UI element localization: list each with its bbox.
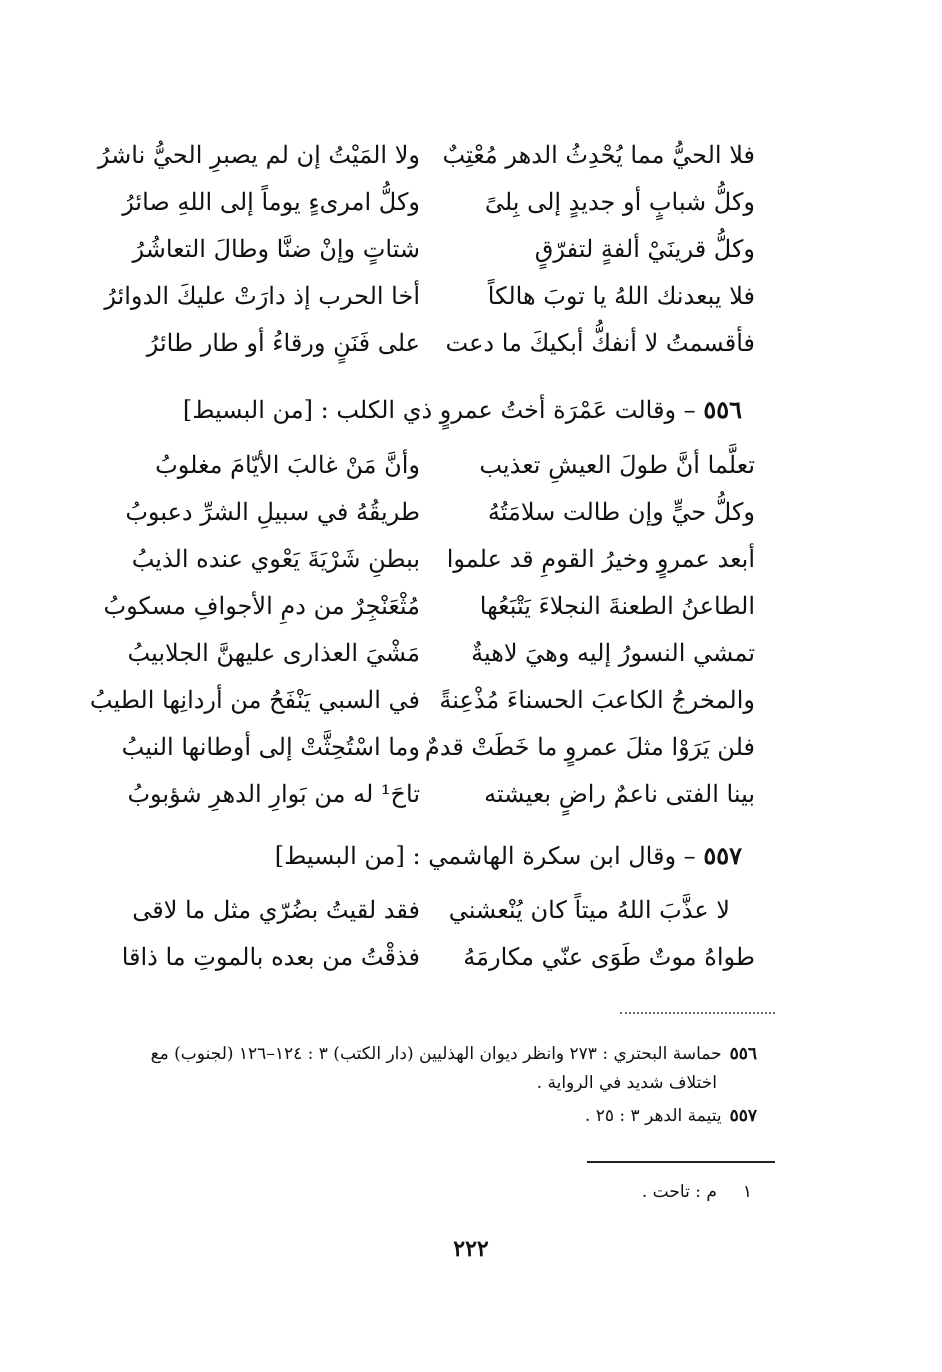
first-hemistich: وكلُّ حيٍّ وإن طالت سلامَتُهُ	[487, 498, 755, 526]
verse-line	[120, 630, 770, 677]
second-hemistich: فذقْتُ من بعده بالموتِ ما ذاقا	[121, 943, 420, 971]
footnote-text: م : تاحت .	[641, 1182, 717, 1202]
verse-line	[89, 677, 770, 724]
second-hemistich: وما اسْتُحِثَّتْ إلى أوطانها النيبُ	[121, 733, 420, 761]
second-hemistich: وأنَّ مَنْ غالبَ الأيّامَ مغلوبُ	[155, 451, 420, 479]
poem-title: – وقالت عَمْرَة أختُ عمروٍ ذي الكلب : [من البسيط]	[182, 396, 696, 424]
poem-557-heading	[275, 836, 742, 876]
footnote-number: ١	[742, 1182, 752, 1202]
first-hemistich: وكلُّ شبابٍ أو جديدٍ إلى بِلىً	[484, 188, 755, 216]
first-hemistich: أبعد عمروٍ وخيرُ القومِ قد علموا	[446, 545, 755, 573]
verse-line	[120, 489, 770, 536]
verse-line	[120, 442, 770, 489]
second-hemistich: طريقُهُ في سبيلِ الشرِّ دعبوبُ	[125, 498, 420, 526]
first-hemistich: تعلَّما أنَّ طولَ العيشِ تعذيب	[479, 451, 755, 479]
verse-line	[120, 179, 770, 226]
second-hemistich: أخا الحرب إذ دارَتْ عليكَ الدوائرُ	[104, 282, 420, 310]
page-number: ٢٢٢	[453, 1236, 489, 1262]
second-hemistich: ببطنِ شَرْيَةَ يَعْوي عنده الذيبُ	[131, 545, 420, 573]
verse-line	[97, 132, 770, 179]
first-hemistich: فأقسمتُ لا أنفكُّ أبكيكَ ما دعت	[445, 329, 755, 357]
note-text: حماسة البحتري : ٢٧٣ وانظر ديوان الهذليين (دار الكتب) ٣ : ١٢٤–١٢٦ (لجنوب) مع	[150, 1044, 722, 1064]
second-hemistich: على فَنَنٍ ورقاءُ أو طار طائرُ	[146, 329, 420, 357]
verse-line	[120, 887, 770, 934]
first-hemistich: فلا يبعدنك اللهُ يا توبَ هالكاً	[487, 282, 755, 310]
verse-line	[120, 226, 770, 273]
first-hemistich: طواهُ موتٌ طَوَى عنّي مكارمَهُ	[463, 943, 755, 971]
first-hemistich: بينا الفتى ناعمٌ راضٍ بعيشته	[484, 780, 755, 808]
poem-556	[89, 442, 770, 818]
first-hemistich: وكلُّ قرينَيْ ألفةٍ لتفرّقٍ	[534, 235, 755, 263]
first-hemistich: لا عذَّبَ اللهُ ميتاً كان يُنْعشني	[448, 896, 730, 924]
poem-557	[120, 887, 770, 981]
source-note-556-continued: اختلاف شديد في الرواية .	[536, 1073, 717, 1093]
top-poem	[97, 132, 770, 367]
verse-line	[120, 934, 770, 981]
second-hemistich: فقد لقيتُ بضُرّي مثل ما لاقى	[132, 896, 420, 924]
first-hemistich: تمشي النسورُ إليه وهيَ لاهيةٌ	[471, 639, 755, 667]
second-hemistich: في السبي يَنْفَحُ من أردانِها الطيبُ	[89, 686, 420, 714]
verse-line	[120, 536, 770, 583]
second-hemistich: مُثْعَنْجِرٌ من دمِ الأجوافِ مسكوبُ	[103, 592, 420, 620]
verse-line	[120, 724, 770, 771]
footnote	[642, 1178, 752, 1206]
notes-separator	[620, 1012, 775, 1014]
first-hemistich: الطاعنُ الطعنةَ النجلاءَ يَتْبَعُها	[479, 592, 755, 620]
verse-line	[120, 771, 770, 818]
poem-number: ٥٥٦	[703, 395, 742, 424]
first-hemistich: فلا الحيُّ مما يُحْدِثُ الدهر مُعْتِبٌ	[442, 141, 755, 169]
second-hemistich: وكلُّ امرىءٍ يوماً إلى اللهِ صائرُ	[122, 188, 420, 216]
second-hemistich: تاحَ¹ له من بَوارِ الدهرِ شؤبوبُ	[127, 780, 420, 808]
note-number: ٥٥٦	[729, 1044, 757, 1064]
poem-556-heading	[183, 390, 742, 430]
first-hemistich: والمخرجُ الكاعبَ الحسناءَ مُذْعِنةً	[439, 686, 755, 714]
note-text: يتيمة الدهر ٣ : ٢٥ .	[584, 1106, 722, 1126]
poem-number: ٥٥٧	[703, 841, 742, 870]
verse-line	[104, 273, 770, 320]
footnote-separator	[587, 1161, 775, 1163]
verse-line	[103, 583, 770, 630]
second-hemistich: ولا المَيْتُ إن لم يصبرِ الحيُّ ناشرُ	[97, 141, 420, 169]
first-hemistich: فلن يَرَوْا مثلَ عمروٍ ما خَطَتْ قدمٌ	[424, 733, 755, 761]
second-hemistich: شتاتٍ وإنْ ضنَّا وطالَ التعاشُرُ	[132, 235, 420, 263]
second-hemistich: مَشْيَ العذارى عليهنَّ الجلابيبُ	[127, 639, 420, 667]
poem-title: – وقال ابن سكرة الهاشمي : [من البسيط]	[274, 842, 696, 870]
verse-line	[120, 320, 770, 367]
note-number: ٥٥٧	[729, 1106, 757, 1126]
source-note-556	[151, 1040, 757, 1068]
source-note-557	[585, 1102, 757, 1130]
